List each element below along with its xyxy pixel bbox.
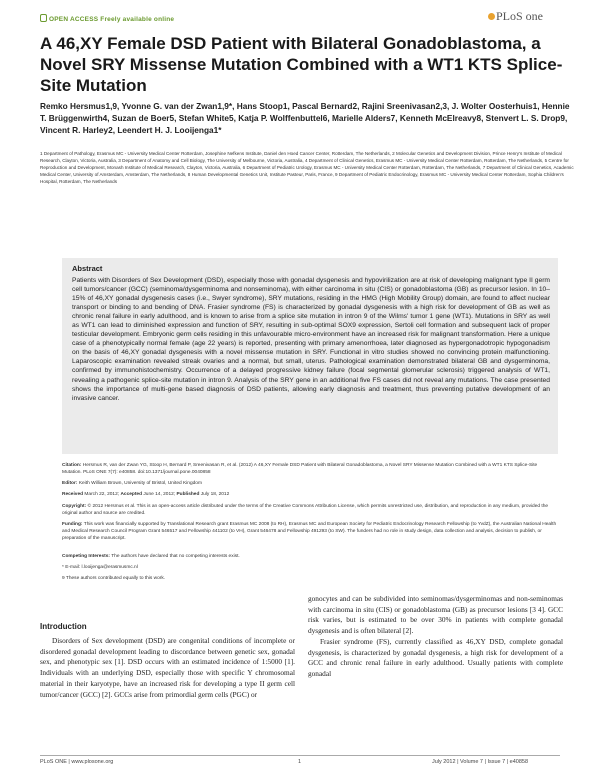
affiliations: 1 Department of Pathology, Erasmus MC - University Medical Center Rotterdam, Josephine Nefkens Institute, Daniel den Hoed Cancer Center, Rotterdam, The Netherlands, 2 Molecular Genetics and Development Division, Prince Henry's Institute of Medical Research, Clayton, Victoria, Australia, 3 Department of Anatomy and Cell Biology, The University of Melbourne, Victoria, Australia, 4 Department of Clinical Genetics, Erasmus MC - University Medical Center Rotterdam, Rotterdam, The Netherlands, 5 Centre for Reproduction and Development, Monash Institute of Medical Research, Clayton, Victoria, Australia, 6 Department of Pediatric Urology, Erasmus MC - University Medical Center Rotterdam, Rotterdam, The Netherlands, 7 Department of Clinical Genetics, Academic Medical Center, University of Amsterdam, Amsterdam, The Netherlands, 8 Human Developmental Genetics Unit, Institute Pasteur, Paris, France, 9 Department of Pediatric Endocrinology, Erasmus MC - University Medical Center Rotterdam, Sophia Children's Hospital, Rotterdam, The Netherlands (40, 151, 574, 185)
article-title: A 46,XY Female DSD Patient with Bilateral Gonadoblastoma, a Novel SRY Missense Mutation Combined with a WT1 KTS Splice-Site Mutation (40, 34, 563, 95)
intro-paragraph: Frasier syndrome (FS), currently classified as 46,XY DSD, complete gonadal dysgenesis, is characterized by gonadal dysgenesis, a high risk for development of a GCC and chronic renal failure in early adulthood. Usually patients with complete gonadal (308, 636, 563, 678)
competing-interests: Competing Interests: The authors have declared that no competing interests exist. (62, 554, 240, 559)
equal-contribution: 9 These authors contributed equally to this work. (62, 576, 166, 581)
author-list: Remko Hersmus1,9, Yvonne G. van der Zwan1,9*, Hans Stoop1, Pascal Bernard2, Rajini Sreenivasan2,3, J. Wolter Oosterhuis1, Hennie T. Brüggenwirth4, Suzan de Boer5, Stefan White5, Katja P. Wolffenbuttel6, Marielle Alders7, Kenneth McElreavy8, Stenvert L. S. Drop9, Vincent R. Harley2, Leendert H. J. Looijenga1* (40, 101, 570, 135)
abstract-text: Patients with Disorders of Sex Development (DSD), especially those with gonadal dysgenesis and hypovirilization are at risk of developing malignant type II germ cell tumors/cancer (GCC) (seminoma/dysgerminoma and nonseminoma), with either carcinoma in situ (CIS) or gonadoblastoma (GB) as precursor lesion. In 10–15% of 46,XY gonadal dysgenesis cases (i.e., Swyer syndrome), SRY mutations, residing in the HMG (High Mobility Group) domain, are found to affect nuclear transport or binding to and bending of DNA. Frasier syndrome (FS) is characterized by gonadal dysgenesis with a high risk for development of GB as well as chronic renal failure in early adulthood, and is known to arise from a splice site mutation in intron 9 of the Wilms' tumor 1 gene (WT1). Mutations in SRY as well as WT1 can lead to diminished expression and function of SRY, resulting in sub-optimal SOX9 expression, Sertoli cell formation and subsequent lack of proper testicular development. Embryonic germ cells residing in this unfavourable micro-environment have an increased risk for malignant transformation. Here a unique case of a phenotypically normal female (age 22 years) is reported, presenting with primary amenorrhoea, later diagnosed as hypergonadotropic hypogonadism on the basis of 46,XY gonadal dysgenesis with a novel missense mutation in SRY. Functional in vitro studies showed no convincing protein malfunctioning. Laparoscopic examination revealed streak ovaries and a normal, but small, uterus. Pathological examination demonstrated bilateral GB and dysgerminoma, confirmed by immunohistochemistry. Occurrence of a delayed progressive kidney failure (focal segmental glomerular sclerosis) triggered analysis of WT1, revealing a pathogenic splice-site mutation in intron 9. Analysis of the SRY gene in an additional five FS cases did not reveal any mutations. The case presented shows the importance of multi-gene based diagnosis of DSD patients, allowing early diagnosis and treatment, thus preventing putative development of an invasive cancer. (72, 277, 550, 402)
page-number: 1 (298, 759, 302, 765)
intro-column-left (40, 636, 295, 700)
journal-logo: PLoS one (487, 9, 543, 24)
intro-column-right (308, 594, 563, 680)
email: * E-mail: l.looijenga@erasmusmc.nl (62, 565, 138, 570)
footer-divider (40, 755, 560, 756)
citation: Citation: Hersmus R, van der Zwan YG, Stoop H, Bernard P, Sreenivasan R, et al. (2012) A 46,XY Female DSD Patient with Bilateral Gonadoblastoma, a Novel SRY Missense Mutation Combined with a WT1 KTS Splice-Site Mutation. PLoS ONE 7(7): e40858. doi:10.1371/journal.pone.0040858 (62, 463, 538, 475)
open-lock-icon (40, 14, 47, 22)
plos-dot-icon (488, 13, 495, 20)
intro-paragraph: gonocytes and can be subdivided into seminomas/dysgerminomas and non-seminomas with carcinoma in situ (CIS) or gonadoblastoma (GB) as precursor lesions [3 4]. GCC risk varies, but is estimated to be over 30% in patients with complete gonadal dysgenesis and is often bilateral [2]. (308, 594, 563, 636)
abstract-box (62, 258, 558, 454)
dates: Received March 22, 2012; Accepted June 14, 2012; Published July 18, 2012 (62, 492, 230, 497)
editor: Editor: Keith William Brown, University of Bristol, United Kingdom (62, 481, 202, 486)
copyright: Copyright: © 2012 Hersmus et al. This is an open-access article distributed under the terms of the Creative Commons Attribution License, which permits unrestricted use, distribution, and reproduction in any medium, provided the original author and source are credited. (62, 504, 549, 516)
introduction-heading: Introduction (40, 622, 87, 631)
abstract-heading: Abstract (72, 264, 103, 273)
footer-journal: PLoS ONE | www.plosone.org (40, 759, 114, 765)
email-link[interactable]: l.looijenga@erasmusmc.nl (81, 565, 138, 570)
open-access-banner: OPEN ACCESS Freely available online (40, 14, 174, 23)
intro-paragraph: Disorders of Sex development (DSD) are congenital conditions of incomplete or disordered gonadal development leading to discordance between genetic sex, gonadal sex, and phenotypic sex [1]. DSD occurs with an estimated incidence of 1:5000 [1]. Individuals with an underlying DSD, especially those with specific Y chromosomal material in their karyotype, have an increased risk for developing a type II germ cell tumor/cancer (GCC) [2]. GCCs arise from primordial germ cells (PGC) or (40, 636, 295, 699)
footer-issue: July 2012 | Volume 7 | Issue 7 | e40858 (432, 759, 529, 765)
funding: Funding: This work was financially supported by Translational Research grant Erasmus MC 2008 (to RH), Erasmus MC and European Society for Pediatric Endocrinology Research Fellowship (to YvdZ), the Australian National Health and Medical Research Council Program Grant 546517 and Fellowship 441102 (to VH), Grant 546478 and Fellowship 491293 (to SW). The funders had no role in study design, data collection and analysis, decision to publish, or preparation of the manuscript. (62, 522, 557, 541)
